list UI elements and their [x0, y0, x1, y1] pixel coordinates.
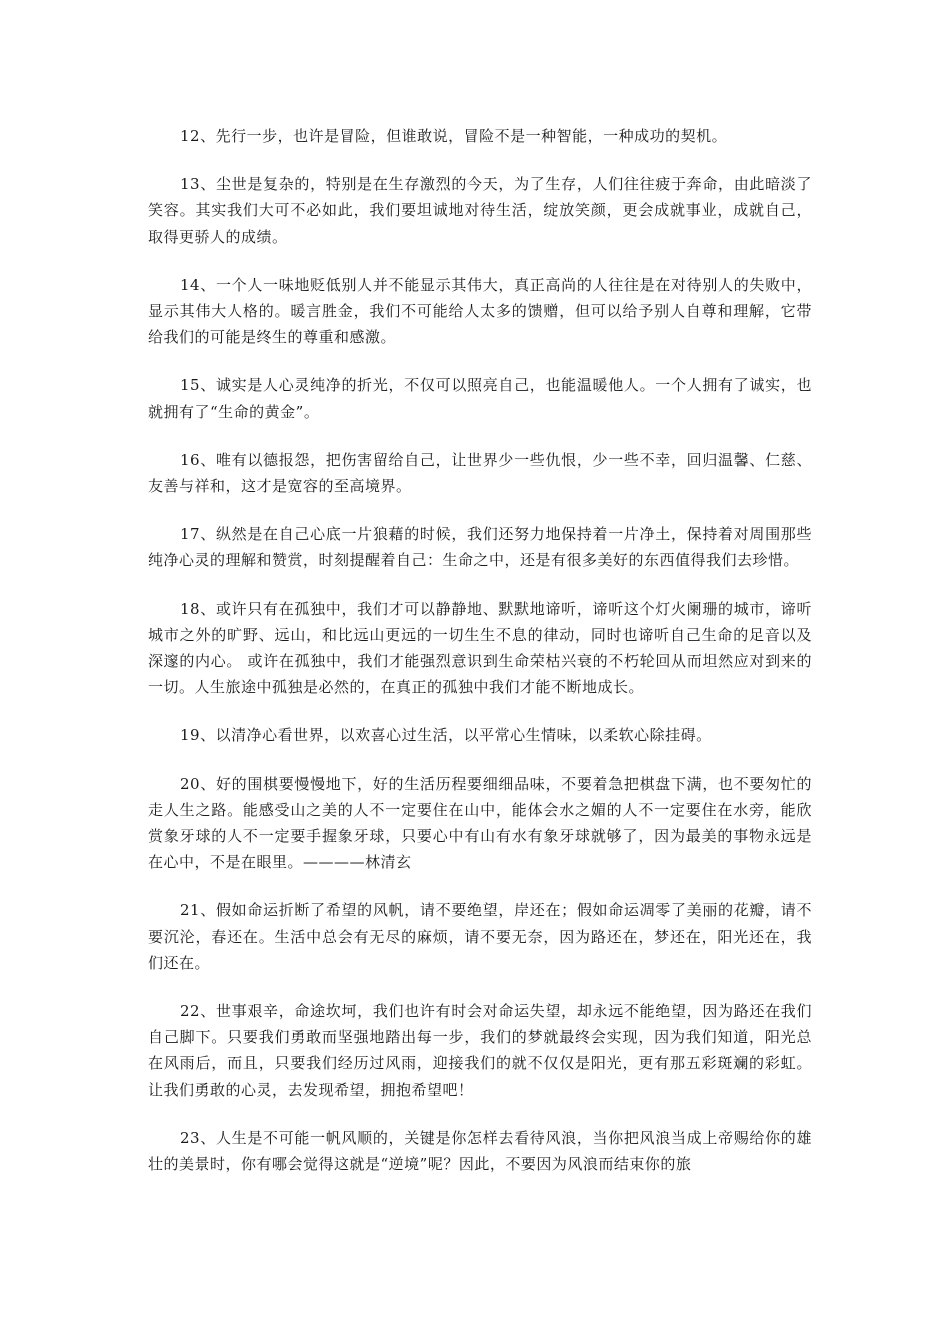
paragraph-16: 16、唯有以德报怨，把伤害留给自己，让世界少一些仇恨，少一些不幸，回归温馨、仁慈、友善与祥和，这才是宽容的至高境界。 — [148, 450, 812, 496]
paragraph-19: 19、以清净心看世界，以欢喜心过生活，以平常心生情味，以柔软心除挂碍。 — [180, 726, 712, 745]
paragraph-21: 21、假如命运折断了希望的风帆，请不要绝望，岸还在；假如命运凋零了美丽的花瓣，请不要沉沦，春还在。生活中总会有无尽的麻烦，请不要无奈，因为路还在，梦还在，阳光还在，我们还在。 — [148, 901, 812, 972]
paragraph-14: 14、一个人一味地贬低别人并不能显示其伟大，真正高尚的人往往是在对待别人的失败中，显示其伟大人格的。暖言胜金，我们不可能给人太多的馈赠，但可以给予别人自尊和理解，它带给我们的可能是终生的尊重和感激。 — [148, 275, 812, 347]
paragraph-20: 20、好的围棋要慢慢地下，好的生活历程要细细品味，不要着急把棋盘下满，也不要匆忙的走人生之路。能感受山之美的人不一定要住在山中，能体会水之媚的人不一定要住在水旁，能欣赏象牙球的人不一定要手握象牙球，只要心中有山有水有象牙球就够了，因为最美的事物永远是在心中，不是在眼里。————林清玄 — [148, 774, 812, 872]
paragraph-12: 12、先行一步，也许是冒险，但谁敢说，冒险不是一种智能，一种成功的契机。 — [180, 127, 728, 145]
paragraph-22: 22、世事艰辛，命途坎坷，我们也许有时会对命运失望，却永远不能绝望，因为路还在我们自己脚下。只要我们勇敢而坚强地踏出每一步，我们的梦就最终会实现，因为我们知道，阳光总在风雨后，而且，只要我们经历过风雨，迎接我们的就不仅仅是阳光，更有那五彩斑斓的彩虹。让我们勇敢的心灵，去发现希望，拥抱希望吧！ — [148, 1002, 812, 1099]
paragraph-18: 18、或许只有在孤独中，我们才可以静静地、默默地谛听，谛听这个灯火阑珊的城市，谛听城市之外的旷野、远山，和比远山更远的一切生生不息的律动，同时也谛听自己生命的足音以及深邃的内心。 或许在孤独中，我们才能强烈意识到生命荣枯兴衰的不朽轮回从而坦然应对到来的一切。人生旅途中孤独是必然的，在真正的孤独中我们才能不断地成长。 — [148, 599, 812, 697]
paragraph-23: 23、人生是不可能一帆风顺的，关键是你怎样去看待风浪，当你把风浪当成上帝赐给你的雄壮的美景时，你有哪会觉得这就是“逆境”呢？因此，不要因为风浪而结束你的旅 — [148, 1128, 812, 1174]
paragraph-13: 13、尘世是复杂的，特别是在生存激烈的今天，为了生存，人们往往疲于奔命，由此暗淡了笑容。其实我们大可不必如此，我们要坦诚地对待生活，绽放笑颜，更会成就事业，成就自己，取得更骄人的成绩。 — [148, 175, 812, 246]
paragraph-17: 17、纵然是在自己心底一片狼藉的时候，我们还努力地保持着一片净土，保持着对周围那些纯净心灵的理解和赞赏，时刻提醒着自己：生命之中，还是有很多美好的东西值得我们去珍惜。 — [148, 525, 812, 570]
paragraph-15: 15、诚实是人心灵纯净的折光，不仅可以照亮自己，也能温暖他人。一个人拥有了诚实，也就拥有了“生命的黄金”。 — [148, 376, 812, 421]
document-page — [148, 123, 812, 1199]
